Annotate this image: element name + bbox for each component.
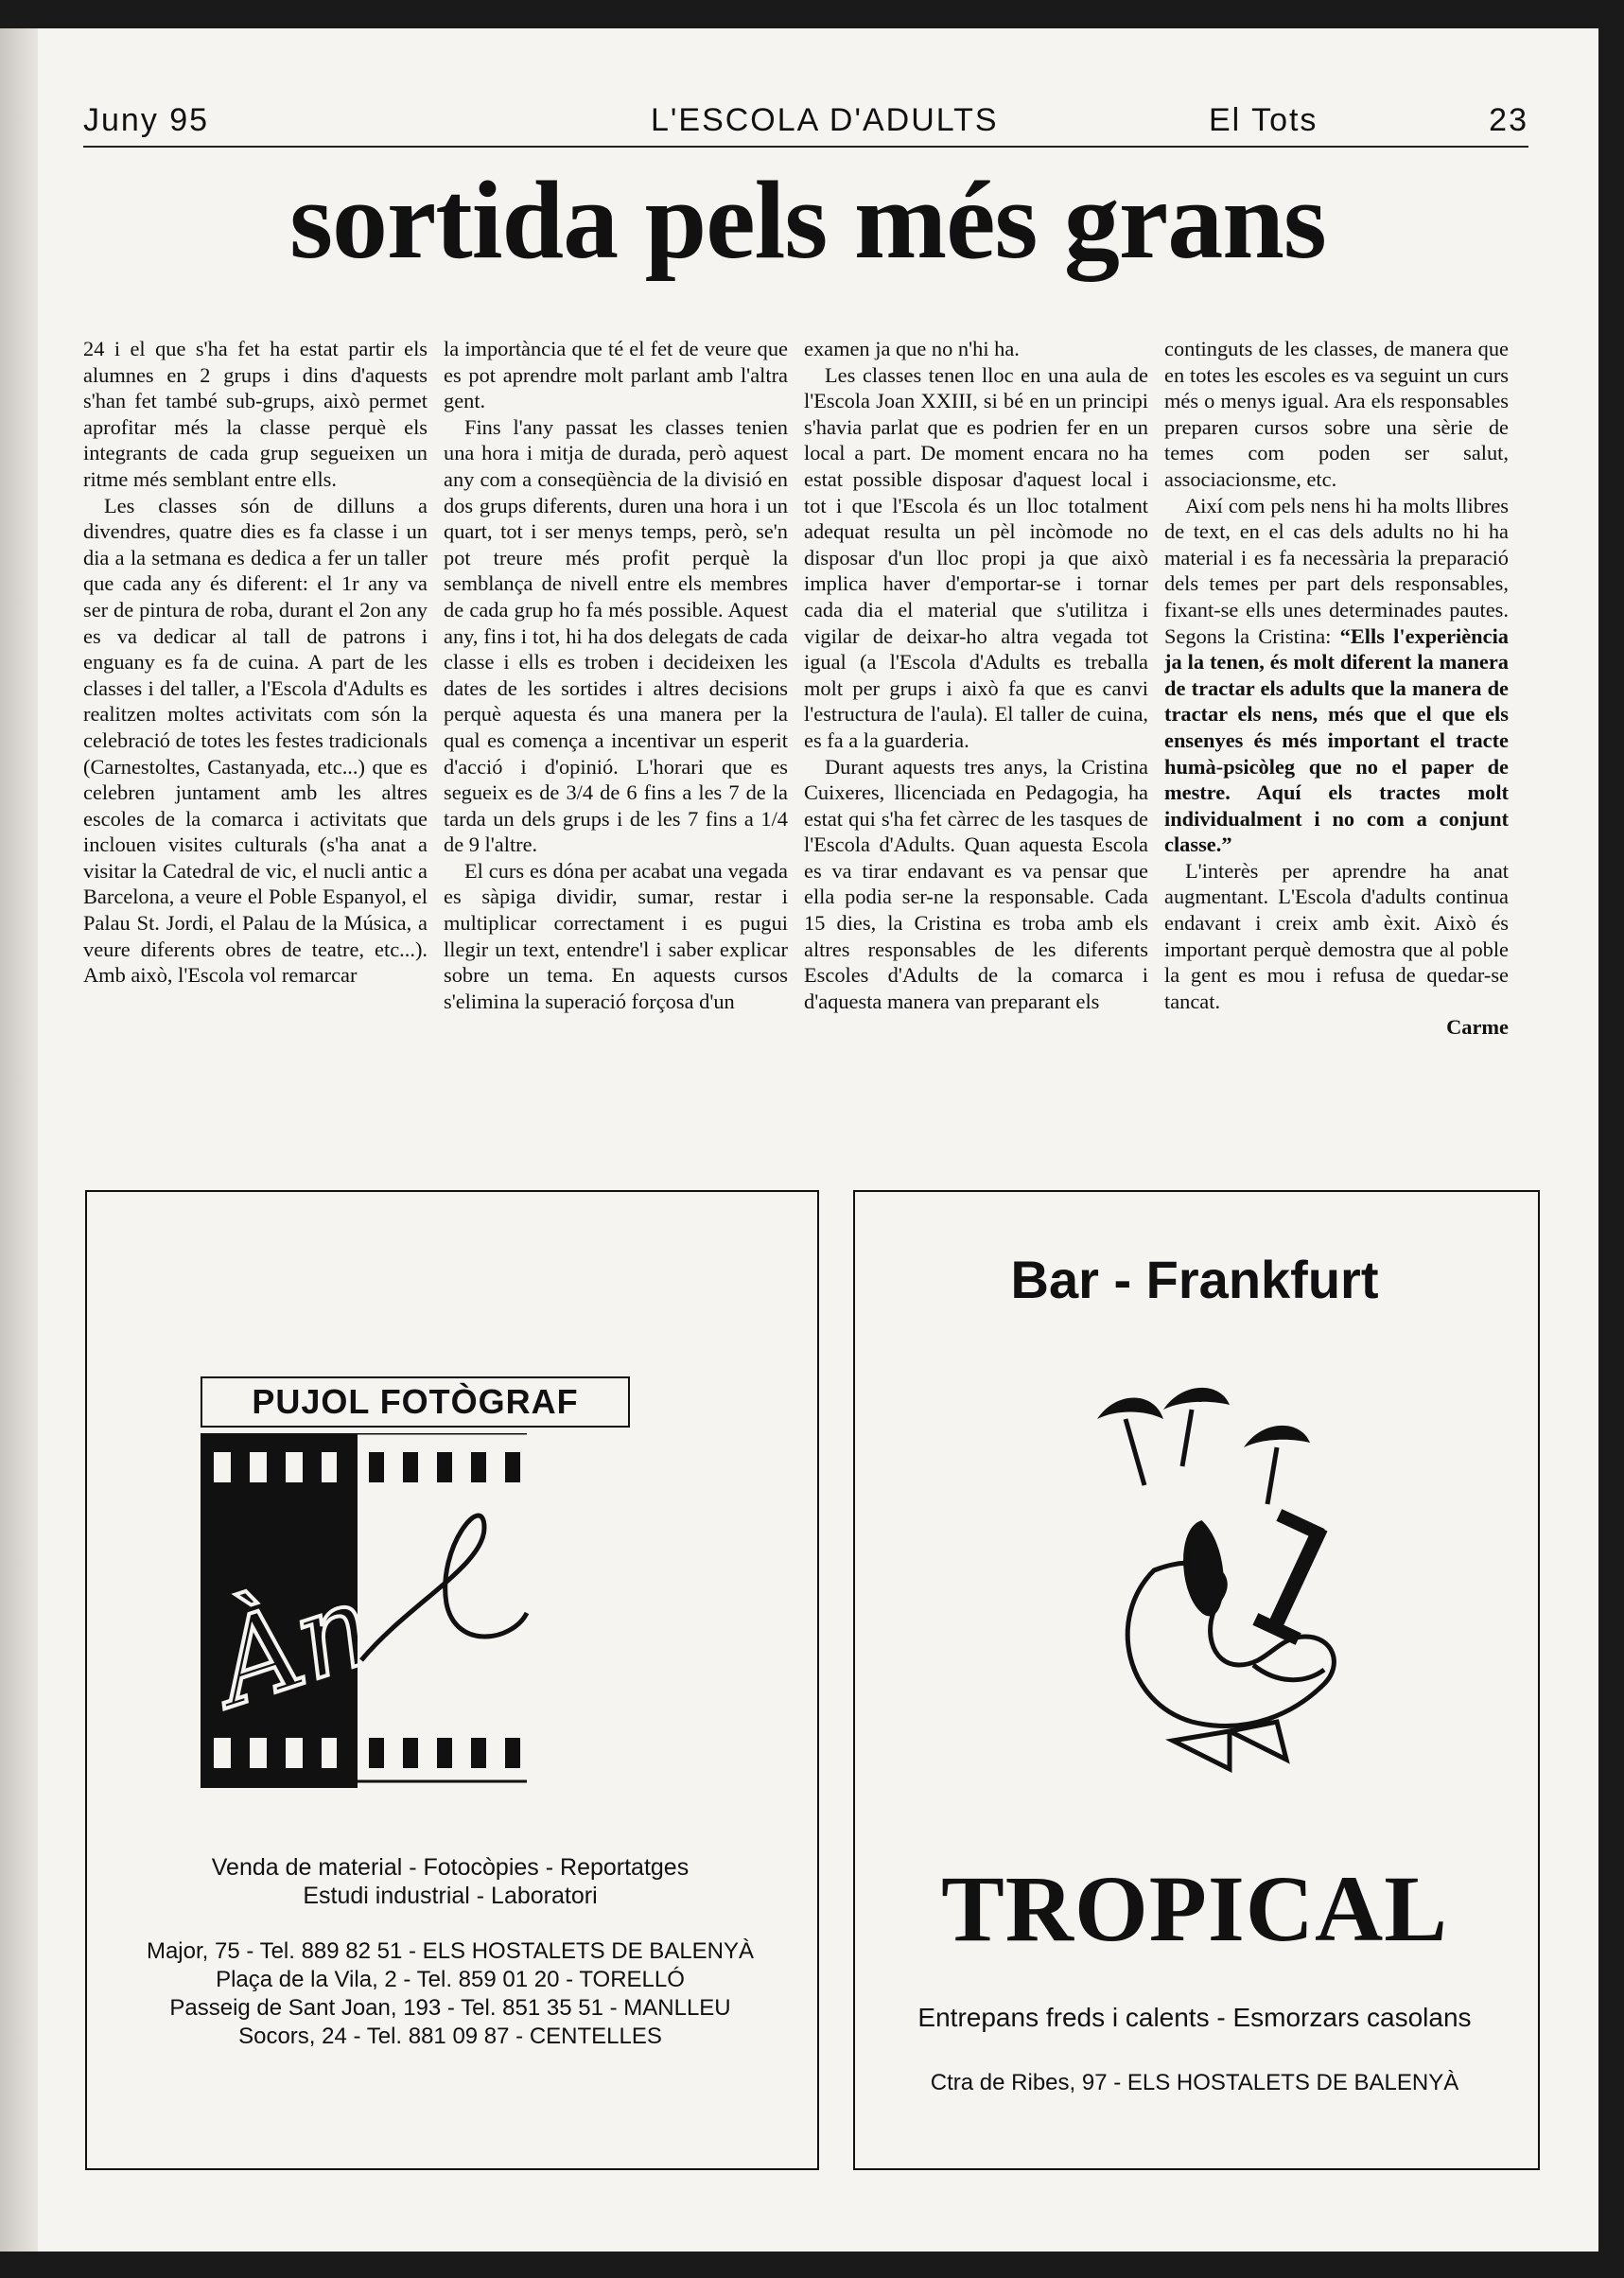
page-header [83,102,1528,148]
header-page-number: 23 [1489,102,1528,138]
pujol-address-2: Plaça de la Vila, 2 - Tel. 859 01 20 - TORELLÓ [216,1967,685,1992]
article-column-2 [444,336,788,1014]
header-date: Juny 95 [83,102,210,138]
film-strip-logo [201,1433,626,1788]
tropical-parrot-illustration [1088,1381,1353,1797]
pujol-services-2: Estudi industrial - Laboratori [303,1883,598,1909]
paragraph: L'interès per aprendre ha anat augmentant. L'Escola d'adults continua endavant i creix amb èxit. Això és important perquè demostra que al poble la gent es mou i refusa de quedar-se tancat. [1164,858,1509,1013]
paragraph: Fins l'any passat les classes tenien una hora i mitja de durada, però aquest any com a conseqüència de la divisió en dos grups diferents, duren una hora i un quart, tot i ser menys temps, però, se'n pot treure més profit perquè la semblança de nivell entre els membres de cada grup ho fa més possible. Aquest any, fins i tot, hi ha dos delegats de cada classe i ells es troben i decideixen les dates de les sortides i altres decisions perquè aquesta és una manera per la qual es comença a incentivar un esperit d'acció i d'opinió. L'horari que es segueix es de 3/4 de 6 fins a les 7 de la tarda un dels grups i de les 7 fins a 1/4 de 9 l'altre. [444,414,788,857]
header-section: El Tots [1209,102,1318,138]
paragraph: El curs es dóna per acabat una vegada es sàpiga dividir, sumar, restar i multiplicar correctament i es pugui llegir un text, entendre'l i saber explicar sobre un tema. En aquests cursos s'elimina la superació forçosa d'un [444,858,788,1013]
pujol-address-1: Major, 75 - Tel. 889 82 51 - ELS HOSTALETS DE BALENYÀ [146,1938,755,1964]
article-body [83,336,1532,1159]
header-publication: L'ESCOLA D'ADULTS [651,102,999,138]
paragraph [1164,493,1509,858]
pujol-address-4: Socors, 24 - Tel. 881 09 87 - CENTELLES [238,2024,662,2049]
article-column-4 [1164,336,1509,1041]
paragraph: continguts de les classes, de manera que en totes les escoles es va seguint un curs més o menys igual. Ara els responsables preparen cursos sobre una sèrie de temes com poden ser salut, associacionsme, etc. [1164,337,1509,491]
article-author: Carme [1446,1015,1509,1040]
pujol-brand: PUJOL FOTÒGRAF [201,1376,630,1428]
pujol-services-1: Venda de material - Fotocòpies - Reportatges [211,1854,690,1881]
paragraph: la importància que té el fet de veure que es pot aprendre molt parlant amb l'altra gent. [444,337,788,413]
article-column-3 [804,336,1148,1014]
quote: “Ells l'experiència ja la tenen, és molt diferent la manera de tractar els adults que la manera de tractar els nens, més que el que els ensenyes és més important el tracte humà-psicòleg que no el paper de mestre. Aquí els tractes molt individualment i no com a conjunt classe.” [1164,623,1509,857]
paragraph: 24 i el que s'ha fet ha estat partir els alumnes en 2 grups i dins d'aquests s'han fet també sub-grups, això permet aprofitar més la classe perquè els integrants de cada grup segueixen un ritme més semblant entre ells. [83,337,428,491]
pujol-address-3: Passeig de Sant Joan, 193 - Tel. 851 35 51 - MANLLEU [169,1995,731,2021]
bar-title: Bar - Frankfurt [1010,1250,1379,1309]
paragraph: Les classes són de dilluns a divendres, quatre dies es fa classe i un dia a la setmana es dedica a fer un taller que cada any és diferent: el 1r any va ser de pintura de roba, durant el 2on any es va dedicar al tall de patrons i enguany es fa de cuina. A part de les classes i del taller, a l'Escola d'Adults es realitzen moltes activitats com són la celebració de totes les festes tradicionals (Carnestoltes, Castanyada, etc...) que es celebren juntament amb les altres escoles de la comarca i activitats que inclouen visites culturals (s'ha anat a visitar la Catedral de vic, el nucli antic a Barcelona, a veure el Poble Espanyol, el Palau St. Jordi, el Palau de la Música, a veure diferents obres de teatre, etc...). Amb això, l'Escola vol remarcar [83,493,428,988]
paragraph-intro: Així com pels nens hi ha molts llibres de text, en el cas dels adults no hi ha material i es fa necessària la preparació dels temes per part dels responsables, fixant-se ells unes determinades pautes. Segons la Cristina: [1164,493,1509,648]
paragraph: examen ja que no n'hi ha. [804,337,1020,360]
paragraph: Durant aquests tres anys, la Cristina Cuixeres, llicenciada en Pedagogia, ha estat qui s'ha fet càrrec de les tasques de l'Escola d'Adults. Quan aquesta Escola es va tirar endavant es va pensar que ella podia ser-ne la responsable. Cada 15 dies, la Cristina es troba amb els altres responsables de les diferents Escoles d'Adults de la comarca i d'aquesta manera van preparant els [804,754,1148,1013]
pujol-signature: Àngel [201,1504,556,1733]
bar-name: TROPICAL [941,1856,1448,1961]
article-column-1 [83,336,428,989]
paragraph: Les classes tenen lloc en una aula de l'Escola Joan XXIII, si bé en un principi s'havia parlat que es podrien fer en un local a part. De moment encara no ha estat possible disposar d'aquest local i tot i que l'Escola és un lloc totalment adequat resulta un pèl incòmode no disposar d'un lloc propi ja que això implica haver d'emportar-se i tornar cada dia el material que s'utilitza i vigilar de deixar-ho altra vegada tot igual (a l'Escola d'Adults es treballa molt per grups i això fa que es canvi l'estructura de l'aula). El taller de cuina, es fa a la guarderia. [804,362,1148,752]
bar-tagline: Entrepans freds i calents - Esmorzars casolans [917,2003,1472,2032]
article-headline: sortida pels més grans [289,158,1326,282]
bar-address: Ctra de Ribes, 97 - ELS HOSTALETS DE BALENYÀ [930,2070,1459,2095]
